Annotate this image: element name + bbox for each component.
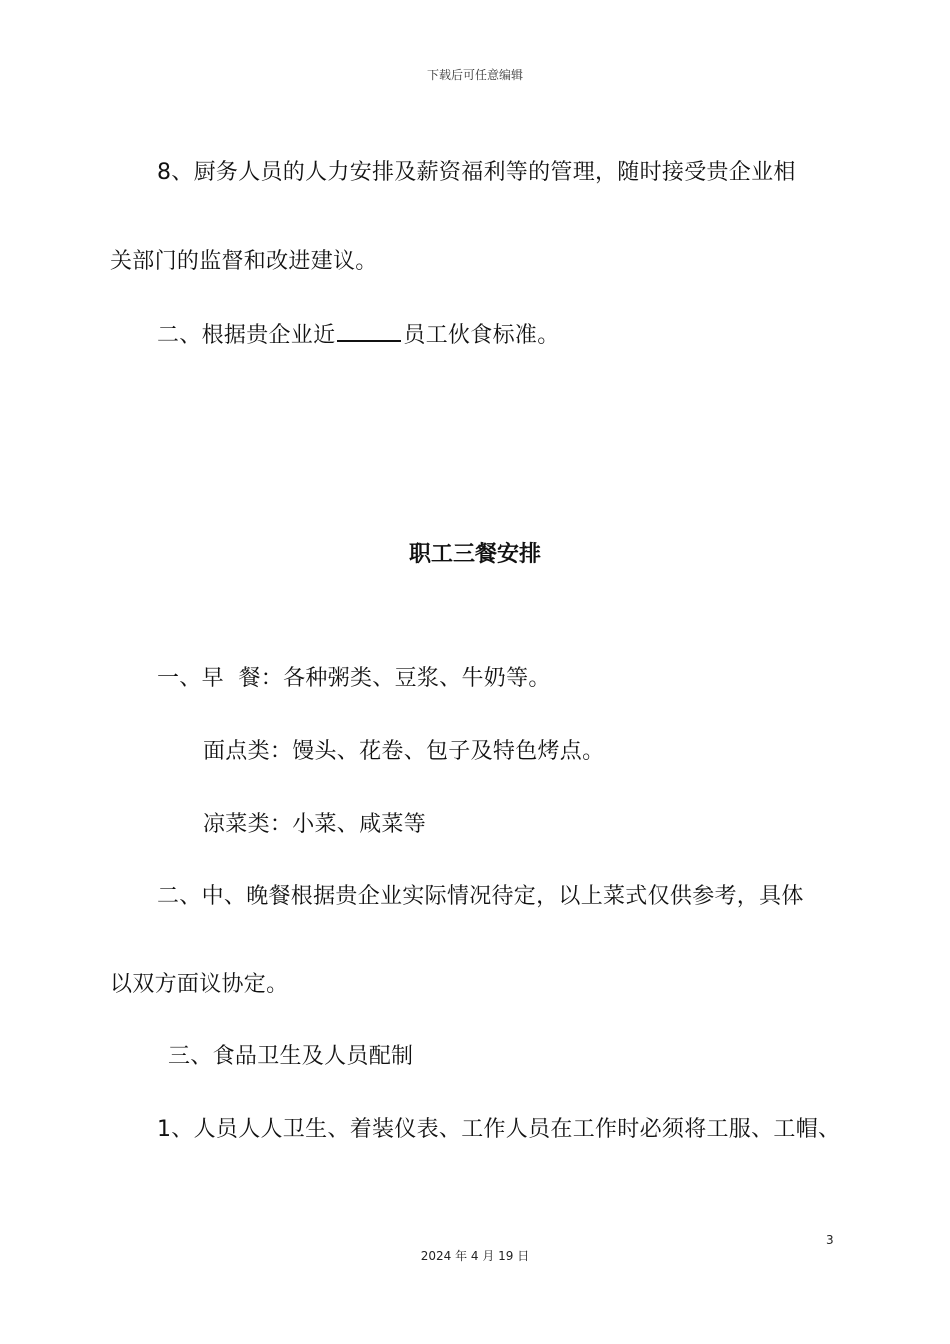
paragraph-personal-hygiene: 1、人员人人卫生、着装仪表、工作人员在工作时必须将工服、工帽、 (157, 1117, 841, 1142)
paragraph-lunch-dinner: 二、中、晚餐根据贵企业实际情况待定，以上菜式仅供参考，具体 (157, 884, 804, 909)
paragraph-breakfast: 一、早 餐：各种粥类、豆浆、牛奶等。 (157, 666, 551, 691)
paragraph-item-8: 8、厨务人员的人力安排及薪资福利等的管理，随时接受贵企业相 (157, 160, 796, 185)
meal-standard-prefix: 二、根据贵企业近 (157, 323, 336, 348)
header-note: 下载后可任意编辑 (426, 68, 523, 82)
paragraph-item-8-continued: 关部门的监督和改进建议。 (110, 249, 378, 274)
meal-standard-suffix: 员工伙食标准。 (403, 323, 560, 348)
page-number: 3 (826, 1233, 834, 1247)
footer-date: 2024 年 4 月 19 日 (420, 1249, 530, 1263)
paragraph-meal-standard (157, 318, 560, 351)
paragraph-pastry: 面点类：馒头、花卷、包子及特色烤点。 (203, 739, 605, 764)
paragraph-food-hygiene: 三、食品卫生及人员配制 (168, 1044, 414, 1069)
paragraph-lunch-dinner-continued: 以双方面议协定。 (110, 972, 289, 997)
fill-in-blank (337, 318, 401, 342)
paragraph-cold-dishes: 凉菜类：小菜、咸菜等 (203, 812, 427, 837)
section-heading: 职工三餐安排 (408, 542, 541, 567)
